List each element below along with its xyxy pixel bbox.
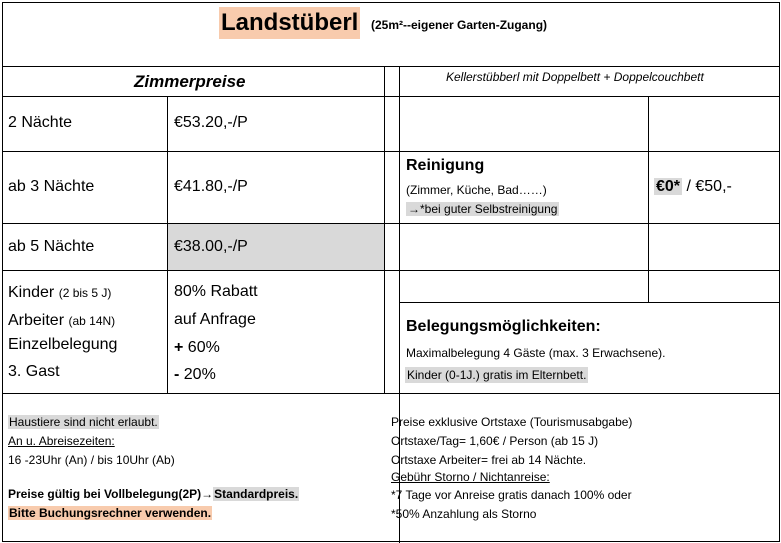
storno-label: Gebühr Storno / Nichtanreise: [391,470,550,484]
cleaning-title: Reinigung [406,157,485,174]
cleaning-price-free: €0* [656,178,681,195]
extra-label-note: (ab 14N) [68,314,116,328]
cleaning-price [654,178,732,196]
extra-label: Einzelbelegung [8,336,118,353]
extra-value [174,366,216,384]
divider-row2 [2,151,780,152]
extra-value: auf Anfrage [174,311,256,328]
cleaning-note-text: *bei guter Selbstreinigung [420,202,558,216]
prices-validity [8,487,299,501]
tax-line: Ortstaxe/Tag= 1,60€ / Person (ab 15 J) [391,434,599,448]
cleaning-note [406,202,559,216]
arrow-icon: → [408,202,420,216]
divider-footer [2,393,780,394]
section-title-prices: Zimmerpreise [134,72,246,91]
extra-label-note: (2 bis 5 J) [58,286,112,300]
extra-label [8,312,115,330]
pets-note: Haustiere sind nicht erlaubt. [9,415,158,429]
extra-value-text: 20% [179,366,216,383]
prices-validity-prefix: Preise gültig bei Vollbelegung(2P) [8,487,202,501]
page-subtitle: (25m²--eigener Garten-Zugang) [371,18,548,32]
col-divider-right-price [648,96,649,302]
extra-label-text: Kinder [8,284,55,301]
extra-label-text: Arbeiter [8,312,65,329]
tax-line: Ortstaxe Arbeiter= frei ab 14 Nächte. [391,453,587,467]
extra-value-text: 60% [183,339,220,356]
row-label: 2 Nächte [8,114,73,131]
storno-line: *7 Tage vor Anreise gratis danach 100% oder [391,488,632,502]
times-value: 16 -23Uhr (An) / bis 10Uhr (Ab) [8,453,175,467]
right-header: Kellerstübberl mit Doppelbett + Doppelcouchbett [446,70,704,84]
calculator-note: Bitte Buchungsrechner verwenden. [9,506,212,520]
extra-label: 3. Gast [8,363,60,380]
row-price: €41.80,-/P [174,178,248,195]
extra-sign: - [174,366,180,383]
tax-line: Preise exklusive Ortstaxe (Tourismusabgabe) [391,415,633,429]
row-price: €38.00,-/P [174,238,248,255]
prices-validity-suffix: Standardpreis. [214,487,299,501]
extra-label [8,284,111,302]
divider-row3 [2,223,780,224]
page-title: Landstüberl [219,7,360,39]
cleaning-price-regular: / €50,- [682,178,732,195]
divider-right-mid [399,302,780,303]
divider-header [2,66,780,67]
occupancy-line-highlight: Kinder (0-1J.) gratis im Elternbett. [407,368,587,382]
extra-value: 80% Rabatt [174,283,258,300]
arrow-icon: → [201,487,214,501]
row-label: ab 3 Nächte [8,178,95,195]
row-label: ab 5 Nächte [8,238,95,255]
extra-value [174,339,220,357]
occupancy-line: Maximalbelegung 4 Gäste (max. 3 Erwachsene). [406,346,666,360]
storno-line: *50% Anzahlung als Storno [391,507,537,521]
row-price: €53.20,-/P [174,114,248,131]
times-label: An u. Abreisezeiten: [8,434,115,448]
extra-sign: + [174,339,184,356]
col-divider-left-end [384,66,385,393]
occupancy-title: Belegungsmöglichkeiten: [406,318,601,335]
cleaning-detail: (Zimmer, Küche, Bad……) [406,183,547,197]
divider-row4 [2,270,780,271]
divider-left-top [2,96,780,97]
